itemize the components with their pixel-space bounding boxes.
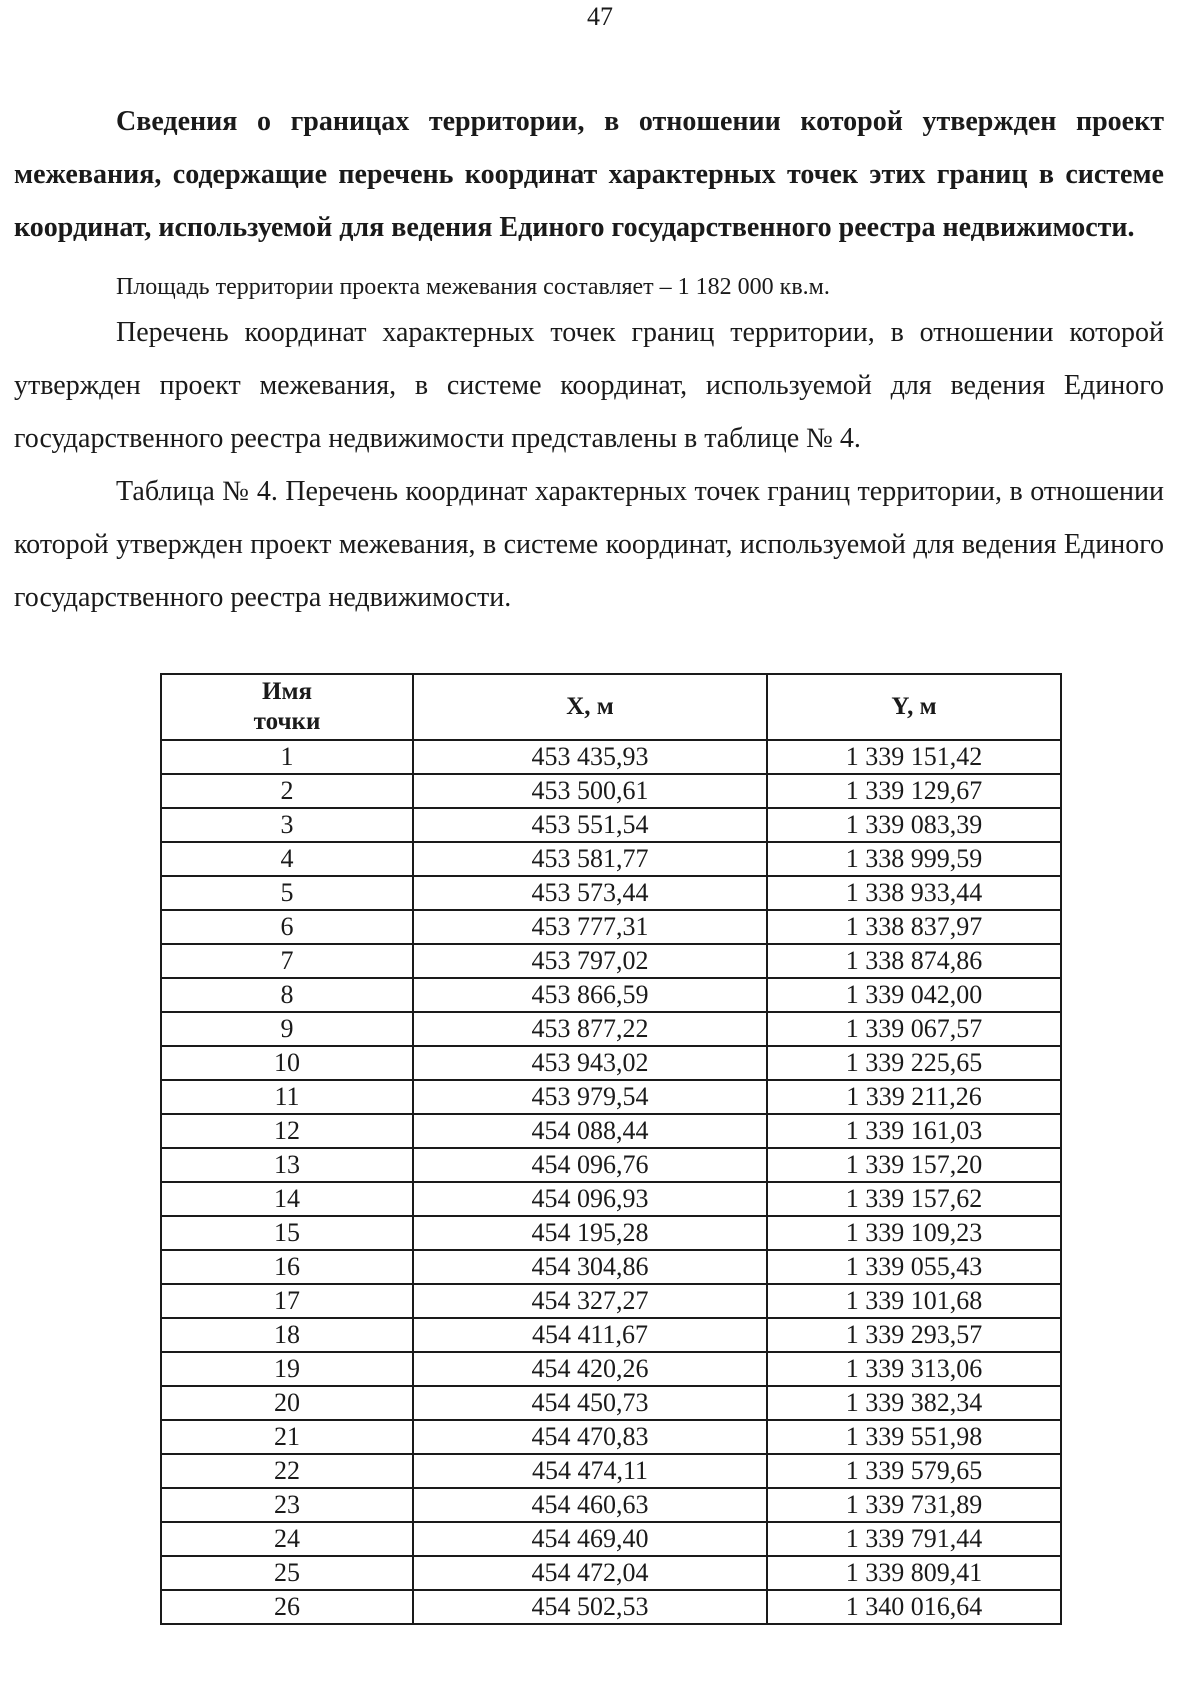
table-row bbox=[161, 1556, 1061, 1590]
header-y: Y, м bbox=[767, 674, 1061, 740]
table-row bbox=[161, 1352, 1061, 1386]
cell-point-name: 13 bbox=[161, 1148, 413, 1182]
cell-y: 1 339 579,65 bbox=[767, 1454, 1061, 1488]
cell-point-name: 16 bbox=[161, 1250, 413, 1284]
cell-point-name: 3 bbox=[161, 808, 413, 842]
cell-point-name: 2 bbox=[161, 774, 413, 808]
document-body bbox=[14, 95, 1164, 624]
cell-y: 1 339 067,57 bbox=[767, 1012, 1061, 1046]
table-row bbox=[161, 978, 1061, 1012]
cell-y: 1 339 151,42 bbox=[767, 740, 1061, 774]
table-header-row bbox=[161, 674, 1061, 740]
header-x: X, м bbox=[413, 674, 767, 740]
cell-y: 1 338 837,97 bbox=[767, 910, 1061, 944]
cell-y: 1 339 055,43 bbox=[767, 1250, 1061, 1284]
cell-x: 454 474,11 bbox=[413, 1454, 767, 1488]
table-row bbox=[161, 1046, 1061, 1080]
cell-point-name: 26 bbox=[161, 1590, 413, 1624]
table-row bbox=[161, 1012, 1061, 1046]
cell-y: 1 340 016,64 bbox=[767, 1590, 1061, 1624]
cell-x: 453 573,44 bbox=[413, 876, 767, 910]
table-caption: Таблица № 4. Перечень координат характерных точек границ территории, в отношении которой утвержден проект межевания, в системе координат, используемой для ведения Единого государственного реестра недвижимости. bbox=[14, 476, 1164, 613]
table-row bbox=[161, 774, 1061, 808]
cell-y: 1 338 874,86 bbox=[767, 944, 1061, 978]
cell-y: 1 339 129,67 bbox=[767, 774, 1061, 808]
cell-y: 1 339 157,20 bbox=[767, 1148, 1061, 1182]
table-row bbox=[161, 1080, 1061, 1114]
header-point-name bbox=[161, 674, 413, 740]
cell-x: 453 943,02 bbox=[413, 1046, 767, 1080]
cell-x: 454 411,67 bbox=[413, 1318, 767, 1352]
table-row bbox=[161, 1522, 1061, 1556]
cell-x: 454 469,40 bbox=[413, 1522, 767, 1556]
cell-x: 453 581,77 bbox=[413, 842, 767, 876]
cell-x: 453 877,22 bbox=[413, 1012, 767, 1046]
cell-y: 1 339 551,98 bbox=[767, 1420, 1061, 1454]
table-row bbox=[161, 876, 1061, 910]
cell-point-name: 17 bbox=[161, 1284, 413, 1318]
cell-y: 1 339 161,03 bbox=[767, 1114, 1061, 1148]
cell-point-name: 9 bbox=[161, 1012, 413, 1046]
cell-point-name: 19 bbox=[161, 1352, 413, 1386]
cell-y: 1 339 083,39 bbox=[767, 808, 1061, 842]
table-row bbox=[161, 1386, 1061, 1420]
table-row bbox=[161, 1148, 1061, 1182]
cell-point-name: 6 bbox=[161, 910, 413, 944]
cell-y: 1 339 293,57 bbox=[767, 1318, 1061, 1352]
header-point-name-line1: Имя bbox=[262, 678, 312, 705]
cell-x: 454 327,27 bbox=[413, 1284, 767, 1318]
cell-point-name: 5 bbox=[161, 876, 413, 910]
cell-point-name: 23 bbox=[161, 1488, 413, 1522]
table-row bbox=[161, 1114, 1061, 1148]
cell-point-name: 7 bbox=[161, 944, 413, 978]
cell-x: 454 088,44 bbox=[413, 1114, 767, 1148]
cell-x: 454 502,53 bbox=[413, 1590, 767, 1624]
cell-point-name: 21 bbox=[161, 1420, 413, 1454]
table-row bbox=[161, 1488, 1061, 1522]
cell-y: 1 339 809,41 bbox=[767, 1556, 1061, 1590]
intro-paragraph: Перечень координат характерных точек границ территории, в отношении которой утвержден проект межевания, в системе координат, используемой для ведения Единого государственного реестра недвижимости представлены в таблице № 4. bbox=[14, 317, 1164, 454]
table-row bbox=[161, 808, 1061, 842]
table-row bbox=[161, 740, 1061, 774]
cell-y: 1 339 731,89 bbox=[767, 1488, 1061, 1522]
cell-point-name: 8 bbox=[161, 978, 413, 1012]
section-heading: Сведения о границах территории, в отношении которой утвержден проект межевания, содержащие перечень координат характерных точек этих границ в системе координат, используемой для ведения Единого государственного реестра недвижимости. bbox=[14, 106, 1164, 243]
table-body bbox=[161, 740, 1061, 1624]
cell-point-name: 15 bbox=[161, 1216, 413, 1250]
cell-y: 1 339 211,26 bbox=[767, 1080, 1061, 1114]
cell-point-name: 22 bbox=[161, 1454, 413, 1488]
cell-x: 454 450,73 bbox=[413, 1386, 767, 1420]
cell-x: 454 096,76 bbox=[413, 1148, 767, 1182]
table-row bbox=[161, 1284, 1061, 1318]
page-number: 47 bbox=[587, 2, 613, 31]
table-row bbox=[161, 1590, 1061, 1624]
cell-x: 453 435,93 bbox=[413, 740, 767, 774]
header-point-name-line2: точки bbox=[253, 708, 321, 735]
cell-point-name: 20 bbox=[161, 1386, 413, 1420]
table-row bbox=[161, 1420, 1061, 1454]
cell-x: 454 420,26 bbox=[413, 1352, 767, 1386]
cell-x: 454 470,83 bbox=[413, 1420, 767, 1454]
cell-y: 1 338 933,44 bbox=[767, 876, 1061, 910]
cell-x: 454 472,04 bbox=[413, 1556, 767, 1590]
cell-point-name: 12 bbox=[161, 1114, 413, 1148]
cell-y: 1 339 225,65 bbox=[767, 1046, 1061, 1080]
table-row bbox=[161, 1250, 1061, 1284]
cell-point-name: 25 bbox=[161, 1556, 413, 1590]
cell-x: 453 979,54 bbox=[413, 1080, 767, 1114]
cell-y: 1 338 999,59 bbox=[767, 842, 1061, 876]
table-row bbox=[161, 1318, 1061, 1352]
cell-y: 1 339 157,62 bbox=[767, 1182, 1061, 1216]
cell-x: 454 304,86 bbox=[413, 1250, 767, 1284]
cell-x: 453 797,02 bbox=[413, 944, 767, 978]
cell-x: 454 460,63 bbox=[413, 1488, 767, 1522]
cell-x: 453 500,61 bbox=[413, 774, 767, 808]
table-row bbox=[161, 1454, 1061, 1488]
cell-point-name: 14 bbox=[161, 1182, 413, 1216]
area-statement: Площадь территории проекта межевания составляет – 1 182 000 кв.м. bbox=[116, 274, 830, 300]
cell-x: 454 096,93 bbox=[413, 1182, 767, 1216]
cell-x: 453 551,54 bbox=[413, 808, 767, 842]
cell-y: 1 339 313,06 bbox=[767, 1352, 1061, 1386]
cell-y: 1 339 109,23 bbox=[767, 1216, 1061, 1250]
table-row bbox=[161, 944, 1061, 978]
cell-point-name: 18 bbox=[161, 1318, 413, 1352]
cell-y: 1 339 042,00 bbox=[767, 978, 1061, 1012]
cell-y: 1 339 101,68 bbox=[767, 1284, 1061, 1318]
cell-x: 453 777,31 bbox=[413, 910, 767, 944]
cell-point-name: 11 bbox=[161, 1080, 413, 1114]
coordinates-table bbox=[160, 673, 1062, 1625]
cell-x: 453 866,59 bbox=[413, 978, 767, 1012]
cell-y: 1 339 791,44 bbox=[767, 1522, 1061, 1556]
table-row bbox=[161, 1216, 1061, 1250]
cell-point-name: 1 bbox=[161, 740, 413, 774]
cell-x: 454 195,28 bbox=[413, 1216, 767, 1250]
cell-point-name: 10 bbox=[161, 1046, 413, 1080]
cell-point-name: 24 bbox=[161, 1522, 413, 1556]
cell-y: 1 339 382,34 bbox=[767, 1386, 1061, 1420]
table-row bbox=[161, 910, 1061, 944]
table-row bbox=[161, 842, 1061, 876]
cell-point-name: 4 bbox=[161, 842, 413, 876]
table-row bbox=[161, 1182, 1061, 1216]
